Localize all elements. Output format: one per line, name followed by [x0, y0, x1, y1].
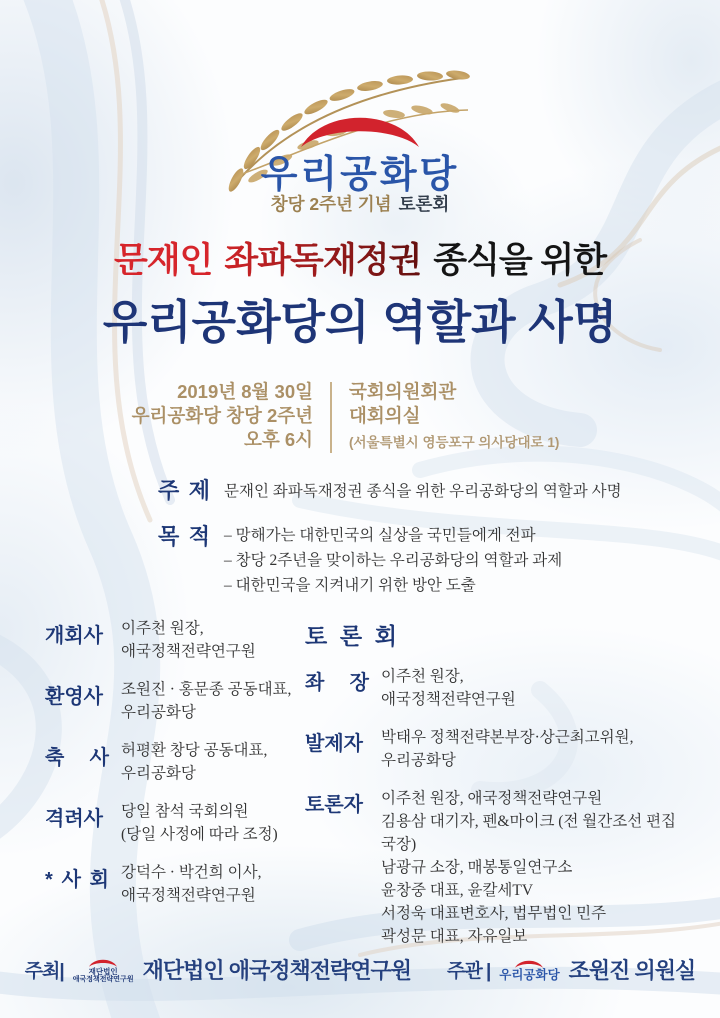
purpose-item: – 대한민국을 지켜내기 위한 방안 도출 [224, 577, 476, 594]
discussion-detail [381, 726, 633, 772]
program-line: 애국정책전략연구원 [121, 886, 256, 904]
program-line: (당일 사정에 따라 조정) [121, 825, 278, 843]
program-detail [121, 740, 267, 785]
purpose-row [158, 520, 638, 598]
program-line: 우리공화당 [121, 764, 196, 782]
program-item-welcome [45, 679, 303, 724]
topic-row [158, 474, 638, 505]
program-detail [121, 801, 278, 846]
panelist-line: 서정욱 대표변호사, 법무법인 민주 [381, 905, 607, 922]
purpose-label: 목 적 [158, 524, 210, 549]
discussion-label: 토론자 [305, 794, 363, 816]
discussion-panelists [305, 787, 690, 948]
event-time: 오후 6시 [243, 429, 313, 450]
panelist-line: 김용삼 대기자, 펜&마이크 (전 월간조선 편집국장) [381, 813, 677, 853]
purpose-item: – 창당 2주년을 맞이하는 우리공화당의 역할과 과제 [224, 552, 563, 569]
red-arc-logo-icon [88, 956, 118, 967]
topic-text: 문재인 좌파독재정권 종식을 위한 우리공화당의 역할과 사명 [224, 483, 622, 500]
red-arc-logo-icon [514, 957, 544, 968]
discussion-line: 이주천 원장, [381, 668, 464, 685]
program-section [45, 618, 303, 923]
program-label: 환영사 [45, 686, 103, 708]
logo-subtitle [0, 191, 720, 216]
discussion-header: 토 론 회 [305, 623, 397, 649]
panelist-line: 남광규 소장, 매봉통일연구소 [381, 859, 573, 876]
program-detail [121, 618, 256, 663]
host-logo [73, 956, 134, 983]
organizer-logo [499, 957, 559, 982]
program-label: 격려사 [45, 808, 103, 830]
program-detail [121, 862, 261, 907]
discussion-presenter [305, 726, 690, 772]
program-line: 애국정책전략연구원 [121, 642, 256, 660]
program-item-mc [45, 862, 303, 907]
program-line: 강덕수 · 박건희 이사, [121, 864, 262, 881]
program-label: 축 사 [45, 747, 109, 769]
program-label: * 사 회 [45, 869, 109, 891]
host-logo-line1: 재단법인 [88, 966, 118, 976]
organizer-label: 주관 | [446, 961, 491, 982]
program-line: 허평환 창당 공동대표, [121, 742, 268, 759]
event-venue-block [332, 380, 615, 455]
purpose-list [224, 520, 562, 598]
organizer-name: 조원진 의원실 [568, 958, 696, 983]
program-line: 조원진 · 홍문종 공동대표, [121, 681, 292, 698]
event-anniversary: 우리공화당 창당 2주년 [131, 405, 313, 426]
venue-address: (서울특별시 영등포구 의사당대로 1) [349, 435, 560, 450]
panelist-line: 윤창중 대표, 윤칼세TV [381, 882, 534, 899]
venue-name: 국회의원회관 [349, 381, 457, 402]
host-logo-line2: 애국정책전략연구원 [72, 975, 134, 983]
discussion-detail [381, 787, 690, 948]
host-label: 주최| [24, 961, 64, 982]
discussion-line: 애국정책전략연구원 [381, 691, 516, 708]
footer [0, 954, 720, 985]
program-line: 당일 참석 국회의원 [121, 803, 249, 820]
purpose-item: – 망해가는 대한민국의 실상을 국민들에게 전파 [224, 527, 536, 544]
panelist-line: 곽성문 대표, 자유일보 [381, 928, 528, 945]
discussion-line: 박태우 정책전략본부장·상근최고위원, [381, 729, 634, 746]
agenda-section [158, 474, 638, 613]
program-label: 개회사 [45, 625, 103, 647]
logo-subtitle-forum: 토론회 [398, 194, 450, 214]
host-name: 재단법인 애국정책전략연구원 [142, 958, 411, 983]
red-arc-logo-icon [297, 102, 423, 148]
venue-room: 대회의실 [349, 405, 421, 426]
program-item-encouragement [45, 801, 303, 846]
main-title-line1 [0, 233, 720, 283]
discussion-label: 좌 장 [305, 672, 369, 694]
program-item-congrats [45, 740, 303, 785]
topic-label: 주 제 [158, 478, 210, 503]
program-line: 이주천 원장, [121, 620, 204, 637]
organizer-logo-text: 우리공화당 [499, 967, 560, 982]
party-logo-name: 우리공화당 [260, 154, 460, 196]
event-date-block [105, 380, 330, 455]
event-date: 2019년 8월 30일 [177, 381, 313, 402]
program-item-opening [45, 618, 303, 663]
discussion-line: 우리공화당 [381, 752, 456, 769]
main-title-line2: 우리공화당의 역할과 사명 [102, 296, 618, 348]
discussion-section [305, 618, 690, 963]
discussion-detail [381, 665, 516, 711]
program-detail [121, 679, 291, 724]
program-line: 우리공화당 [121, 703, 196, 721]
title-word-maroon: 좌파독재정권 [224, 233, 421, 283]
title-word-black: 종식을 위한 [433, 241, 607, 280]
event-info [0, 380, 720, 455]
logo-subtitle-anniversary: 창당 2주년 기념 [270, 194, 392, 214]
title-word-red: 문재인 [113, 241, 213, 280]
discussion-moderator [305, 665, 690, 711]
panelist-line: 이주천 원장, 애국정책전략연구원 [381, 790, 603, 807]
discussion-label: 발제자 [305, 733, 363, 755]
